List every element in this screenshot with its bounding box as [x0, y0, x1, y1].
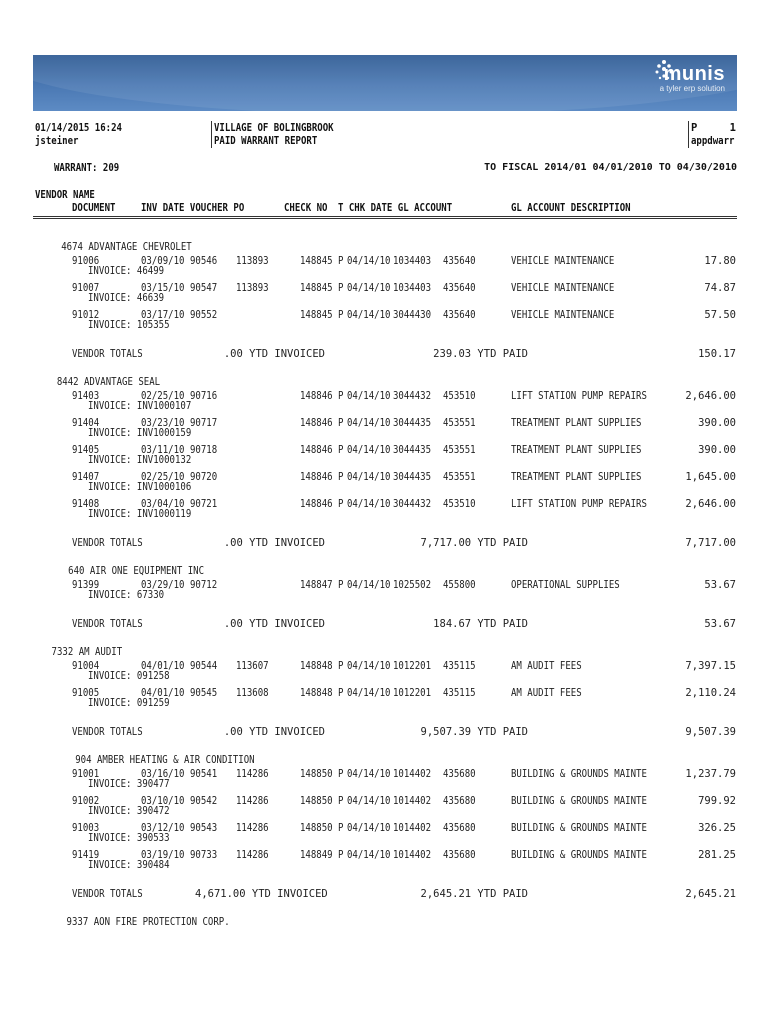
voucher-number: 90712 — [190, 579, 218, 591]
ytd-paid: 239.03 YTD PAID — [433, 348, 528, 360]
voucher-number: 90721 — [190, 498, 218, 510]
header-rule — [33, 216, 737, 219]
invoice-date: 03/29/10 — [141, 579, 185, 591]
col-gl-description: GL ACCOUNT DESCRIPTION — [511, 202, 631, 214]
gl-org: 1034403 — [393, 282, 432, 294]
invoice-number: INVOICE: INV1000119 — [88, 508, 192, 520]
gl-org: 1014402 — [393, 849, 432, 861]
check-date: 04/14/10 — [347, 660, 391, 672]
gl-description: LIFT STATION PUMP REPAIRS — [511, 390, 647, 402]
vendor-total-amount: 150.17 — [698, 348, 736, 360]
invoice-date: 03/17/10 — [141, 309, 185, 321]
gl-org: 3044435 — [393, 444, 432, 456]
document-number: 91006 — [72, 255, 100, 267]
voucher-number: 90541 — [190, 768, 218, 780]
invoice-number: INVOICE: INV1000107 — [88, 400, 192, 412]
po-number: 113607 — [236, 660, 269, 672]
ytd-invoiced: .00 YTD INVOICED — [223, 537, 325, 549]
document-number: 91399 — [72, 579, 100, 591]
vendor-name: 4674 ADVANTAGE CHEVROLET — [61, 241, 192, 253]
gl-org: 1012201 — [393, 687, 432, 699]
warrant-number: WARRANT: 209 — [54, 162, 120, 174]
voucher-number: 90718 — [190, 444, 218, 456]
invoice-date: 04/01/10 — [141, 660, 185, 672]
invoice-date: 03/11/10 — [141, 444, 185, 456]
vendor-totals-label: VENDOR TOTALS — [72, 888, 143, 900]
check-number: 148848 — [300, 687, 333, 699]
check-number: 148846 — [300, 471, 333, 483]
invoice-date: 03/15/10 — [141, 282, 185, 294]
vendor-name: 7332 AM AUDIT — [51, 646, 123, 658]
po-number: 113893 — [236, 255, 269, 267]
gl-description: VEHICLE MAINTENANCE — [511, 282, 615, 294]
gl-object: 455800 — [443, 579, 476, 591]
check-number: 148850 — [300, 822, 333, 834]
gl-description: VEHICLE MAINTENANCE — [511, 309, 615, 321]
gl-description: TREATMENT PLANT SUPPLIES — [511, 417, 642, 429]
document-number: 91005 — [72, 687, 100, 699]
line-amount: 17.80 — [704, 255, 736, 267]
voucher-number: 90543 — [190, 822, 218, 834]
document-number: 91403 — [72, 390, 100, 402]
check-date: 04/14/10 — [347, 282, 391, 294]
gl-org: 3044432 — [393, 390, 432, 402]
gl-description: LIFT STATION PUMP REPAIRS — [511, 498, 647, 510]
line-amount: 1,645.00 — [685, 471, 736, 483]
line-amount: 2,110.24 — [685, 687, 736, 699]
page-number: 1 — [729, 122, 736, 134]
gl-object: 453551 — [443, 417, 476, 429]
check-number: 148845 — [300, 309, 333, 321]
report-datetime: 01/14/2015 16:24 — [35, 122, 122, 134]
gl-description: TREATMENT PLANT SUPPLIES — [511, 471, 642, 483]
po-number: 114286 — [236, 768, 269, 780]
check-number: 148850 — [300, 795, 333, 807]
report-title: PAID WARRANT REPORT — [214, 135, 318, 147]
vendor-name: 904 AMBER HEATING & AIR CONDITION — [75, 754, 256, 766]
line-amount: 2,646.00 — [685, 390, 736, 402]
check-type: P — [338, 498, 344, 510]
check-date: 04/14/10 — [347, 390, 391, 402]
vendor-totals-label: VENDOR TOTALS — [72, 348, 143, 360]
gl-description: BUILDING & GROUNDS MAINTE — [511, 768, 647, 780]
check-number: 148845 — [300, 282, 333, 294]
vendor-totals-label: VENDOR TOTALS — [72, 537, 143, 549]
line-amount: 2,646.00 — [685, 498, 736, 510]
check-date: 04/14/10 — [347, 255, 391, 267]
check-number: 148847 — [300, 579, 333, 591]
ytd-paid: 9,507.39 YTD PAID — [420, 726, 528, 738]
banner-decoration — [33, 55, 737, 111]
invoice-date: 04/01/10 — [141, 687, 185, 699]
check-number: 148849 — [300, 849, 333, 861]
document-number: 91404 — [72, 417, 100, 429]
check-date: 04/14/10 — [347, 309, 391, 321]
document-number: 91012 — [72, 309, 100, 321]
voucher-number: 90552 — [190, 309, 218, 321]
check-type: P — [338, 660, 344, 672]
invoice-number: INVOICE: 091258 — [88, 670, 170, 682]
check-number: 148846 — [300, 444, 333, 456]
org-name: VILLAGE OF BOLINGBROOK — [214, 122, 334, 134]
po-number: 114286 — [236, 849, 269, 861]
invoice-number: INVOICE: INV1000106 — [88, 481, 192, 493]
page-label: P — [691, 122, 698, 134]
check-number: 148848 — [300, 660, 333, 672]
line-amount: 57.50 — [704, 309, 736, 321]
vendor-total-amount: 9,507.39 — [685, 726, 736, 738]
check-date: 04/14/10 — [347, 417, 391, 429]
voucher-number: 90716 — [190, 390, 218, 402]
gl-org: 3044435 — [393, 471, 432, 483]
check-type: P — [338, 849, 344, 861]
gl-object: 435680 — [443, 768, 476, 780]
check-date: 04/14/10 — [347, 444, 391, 456]
report-banner — [33, 55, 737, 111]
line-amount: 281.25 — [698, 849, 736, 861]
check-number: 148846 — [300, 498, 333, 510]
invoice-number: INVOICE: INV1000132 — [88, 454, 192, 466]
check-date: 04/14/10 — [347, 795, 391, 807]
check-type: P — [338, 687, 344, 699]
voucher-number: 90544 — [190, 660, 218, 672]
vendor-total-amount: 53.67 — [704, 618, 736, 630]
voucher-number: 90733 — [190, 849, 218, 861]
vendor-totals-label: VENDOR TOTALS — [72, 618, 143, 630]
invoice-number: INVOICE: 46499 — [88, 265, 165, 277]
gl-description: AM AUDIT FEES — [511, 660, 582, 672]
check-type: P — [338, 471, 344, 483]
header-divider-right — [688, 121, 689, 148]
check-type: P — [338, 309, 344, 321]
check-number: 148846 — [300, 390, 333, 402]
gl-object: 453551 — [443, 471, 476, 483]
voucher-number: 90546 — [190, 255, 218, 267]
document-number: 91003 — [72, 822, 100, 834]
gl-description: BUILDING & GROUNDS MAINTE — [511, 822, 647, 834]
line-amount: 390.00 — [698, 417, 736, 429]
col-inv-date-voucher-po: INV DATE VOUCHER PO — [141, 202, 245, 214]
gl-object: 453551 — [443, 444, 476, 456]
check-type: P — [338, 822, 344, 834]
check-type: P — [338, 255, 344, 267]
check-date: 04/14/10 — [347, 687, 391, 699]
po-number: 114286 — [236, 822, 269, 834]
gl-object: 435640 — [443, 309, 476, 321]
check-number: 148846 — [300, 417, 333, 429]
check-type: P — [338, 795, 344, 807]
col-check-no: CHECK NO — [284, 202, 328, 214]
line-amount: 390.00 — [698, 444, 736, 456]
check-date: 04/14/10 — [347, 822, 391, 834]
check-type: P — [338, 768, 344, 780]
logo-word: munis — [663, 63, 725, 85]
gl-org: 3044430 — [393, 309, 432, 321]
logo-tagline: a tyler erp solution — [659, 84, 725, 93]
invoice-number: INVOICE: INV1000159 — [88, 427, 192, 439]
ytd-invoiced: 4,671.00 YTD INVOICED — [195, 888, 328, 900]
gl-description: BUILDING & GROUNDS MAINTE — [511, 795, 647, 807]
gl-object: 435115 — [443, 687, 476, 699]
document-number: 91004 — [72, 660, 100, 672]
vendor-total-amount: 7,717.00 — [685, 537, 736, 549]
document-number: 91007 — [72, 282, 100, 294]
header-divider — [211, 121, 212, 148]
ytd-paid: 184.67 YTD PAID — [433, 618, 528, 630]
gl-object: 453510 — [443, 498, 476, 510]
gl-description: VEHICLE MAINTENANCE — [511, 255, 615, 267]
gl-object: 453510 — [443, 390, 476, 402]
gl-object: 435680 — [443, 795, 476, 807]
gl-object: 435680 — [443, 849, 476, 861]
col-chk-date-gl-account: T CHK DATE GL ACCOUNT — [338, 202, 453, 214]
munis-logo — [660, 63, 725, 93]
gl-org: 1014402 — [393, 768, 432, 780]
check-date: 04/14/10 — [347, 849, 391, 861]
vendor-name: 9337 AON FIRE PROTECTION CORP. — [66, 916, 230, 928]
ytd-invoiced: .00 YTD INVOICED — [223, 348, 325, 360]
gl-org: 1012201 — [393, 660, 432, 672]
vendor-total-amount: 2,645.21 — [685, 888, 736, 900]
po-number: 113893 — [236, 282, 269, 294]
invoice-date: 02/25/10 — [141, 471, 185, 483]
document-number: 91002 — [72, 795, 100, 807]
gl-object: 435640 — [443, 282, 476, 294]
invoice-number: INVOICE: 390533 — [88, 832, 170, 844]
line-amount: 7,397.15 — [685, 660, 736, 672]
invoice-number: INVOICE: 390472 — [88, 805, 170, 817]
program-id: appdwarr — [691, 135, 735, 147]
check-number: 148850 — [300, 768, 333, 780]
invoice-number: INVOICE: 67330 — [88, 589, 165, 601]
col-vendor-name: VENDOR NAME — [35, 189, 95, 201]
line-amount: 799.92 — [698, 795, 736, 807]
invoice-date: 03/19/10 — [141, 849, 185, 861]
check-type: P — [338, 390, 344, 402]
check-type: P — [338, 444, 344, 456]
invoice-number: INVOICE: 390484 — [88, 859, 170, 871]
document-number: 91408 — [72, 498, 100, 510]
document-number: 91407 — [72, 471, 100, 483]
gl-org: 3044435 — [393, 417, 432, 429]
gl-object: 435680 — [443, 822, 476, 834]
check-type: P — [338, 282, 344, 294]
po-number: 113608 — [236, 687, 269, 699]
ytd-invoiced: .00 YTD INVOICED — [223, 618, 325, 630]
document-number: 91001 — [72, 768, 100, 780]
invoice-date: 02/25/10 — [141, 390, 185, 402]
line-amount: 326.25 — [698, 822, 736, 834]
check-number: 148845 — [300, 255, 333, 267]
gl-description: AM AUDIT FEES — [511, 687, 582, 699]
check-date: 04/14/10 — [347, 579, 391, 591]
invoice-number: INVOICE: 105355 — [88, 319, 170, 331]
report-user: jsteiner — [35, 135, 79, 147]
invoice-date: 03/04/10 — [141, 498, 185, 510]
invoice-number: INVOICE: 46639 — [88, 292, 165, 304]
check-date: 04/14/10 — [347, 471, 391, 483]
voucher-number: 90545 — [190, 687, 218, 699]
col-document: DOCUMENT — [72, 202, 116, 214]
invoice-date: 03/10/10 — [141, 795, 185, 807]
gl-description: BUILDING & GROUNDS MAINTE — [511, 849, 647, 861]
line-amount: 53.67 — [704, 579, 736, 591]
check-type: P — [338, 579, 344, 591]
invoice-date: 03/16/10 — [141, 768, 185, 780]
ytd-invoiced: .00 YTD INVOICED — [223, 726, 325, 738]
gl-org: 3044432 — [393, 498, 432, 510]
invoice-date: 03/09/10 — [141, 255, 185, 267]
line-amount: 1,237.79 — [685, 768, 736, 780]
vendor-name: 8442 ADVANTAGE SEAL — [56, 376, 161, 388]
voucher-number: 90720 — [190, 471, 218, 483]
voucher-number: 90717 — [190, 417, 218, 429]
po-number: 114286 — [236, 795, 269, 807]
invoice-date: 03/12/10 — [141, 822, 185, 834]
ytd-paid: 7,717.00 YTD PAID — [420, 537, 528, 549]
voucher-number: 90542 — [190, 795, 218, 807]
vendor-totals-label: VENDOR TOTALS — [72, 726, 143, 738]
voucher-number: 90547 — [190, 282, 218, 294]
gl-org: 1034403 — [393, 255, 432, 267]
check-type: P — [338, 417, 344, 429]
invoice-number: INVOICE: 390477 — [88, 778, 170, 790]
document-number: 91405 — [72, 444, 100, 456]
gl-org: 1014402 — [393, 795, 432, 807]
gl-object: 435115 — [443, 660, 476, 672]
check-date: 04/14/10 — [347, 498, 391, 510]
gl-description: TREATMENT PLANT SUPPLIES — [511, 444, 642, 456]
document-number: 91419 — [72, 849, 100, 861]
gl-org: 1014402 — [393, 822, 432, 834]
invoice-number: INVOICE: 091259 — [88, 697, 170, 709]
gl-object: 435640 — [443, 255, 476, 267]
gl-org: 1025502 — [393, 579, 432, 591]
fiscal-range: TO FISCAL 2014/01 04/01/2010 TO 04/30/2010 — [484, 162, 737, 173]
vendor-name: 640 AIR ONE EQUIPMENT INC — [68, 565, 205, 577]
ytd-paid: 2,645.21 YTD PAID — [420, 888, 528, 900]
check-date: 04/14/10 — [347, 768, 391, 780]
line-amount: 74.87 — [704, 282, 736, 294]
invoice-date: 03/23/10 — [141, 417, 185, 429]
gl-description: OPERATIONAL SUPPLIES — [511, 579, 620, 591]
